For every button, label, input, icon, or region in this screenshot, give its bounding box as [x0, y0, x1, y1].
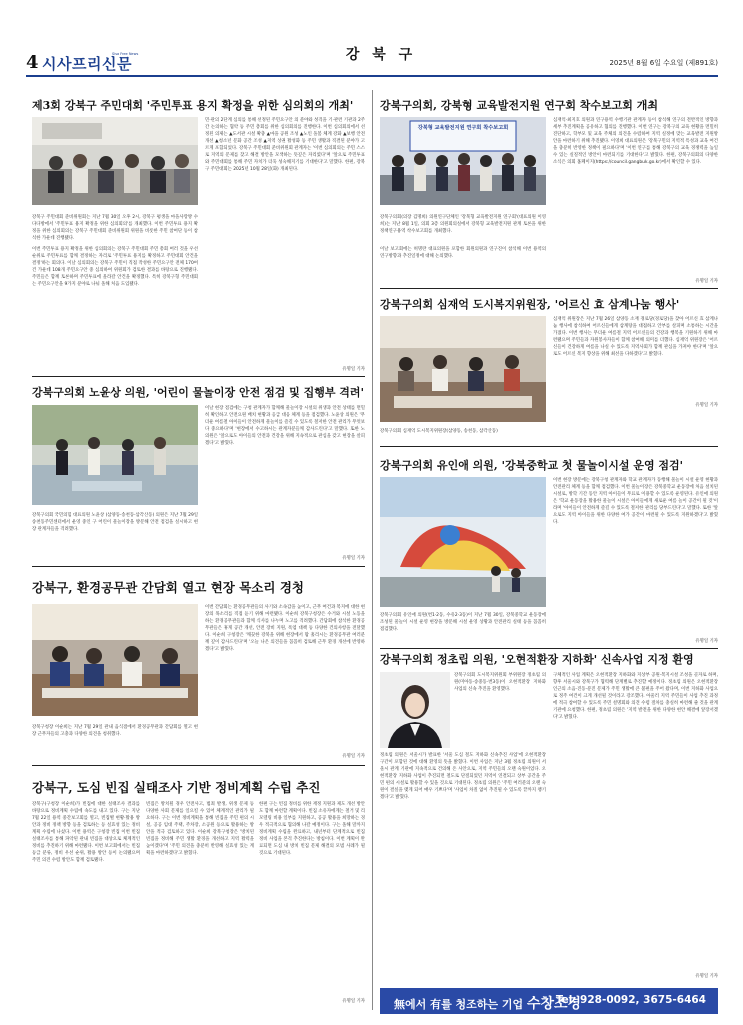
article-2-body-left: 이날 보고회에는 허명란 대표의원을 포함한 회원의원과 연구진이 참석해 이번 용역의 연구방향과 추진일정에 대해 논의했다.: [380, 247, 546, 259]
article-1-headline: 제3회 강북구 주민대회 '주민투표 용지 확정을 위한 심의회의 개최': [32, 99, 354, 112]
article-6-byline: 유명일 기자: [342, 754, 365, 759]
page-number: 4: [26, 52, 39, 73]
ad-slogan-text: 無에서 有를 청조하는 기업: [394, 998, 524, 1011]
article-4-divider: [32, 566, 365, 567]
article-5-headline: 강북구의회 유인애 의원, '강북중학교 첫 물놀이시설 운영 점검': [380, 459, 684, 472]
article-7-body-right: 구체적인 사업 계획은 오현적환장 지하화와 지상부 공원·복지시설 조성을 골자로 하며, 향후 서울시와 강북구가 협력해 단계별로 추진할 예정이다. 정초립 의원은 오현적환장 인근의 소음·진동·분진 문제가 주민 생활에 큰 불편을 주어 왔다며, 이번 지하화 사업으로 정주 여건이 크게 개선될 것이라고 강조했다. 아울러 지역 주민들이 사업 추진 과정에 적극 참여할 수 있도록 주민 설명회와 의견 수렴 절차를 충실히 마련해 줄 것을 관계 기관에 요청했다. 한편, 정초립 의원은 '지역 발전을 위한 다양한 현안 해결에 앞장서겠다'고 밝혔다.: [553, 673, 718, 720]
article-6-headline: 강북구, 환경공무관 간담회 열고 현장 목소리 경청: [32, 580, 304, 595]
article-3-caption: 강북구의회 심재억 도시복지위원장(삼양동, 송천동, 삼각산동): [380, 429, 498, 434]
newspaper-logo: 시사프리신문: [42, 55, 132, 73]
article-3-photo: [380, 316, 546, 422]
article-2-byline: 유명일 기자: [695, 279, 718, 284]
article-1-body-right: 민·관의 2단계 심의를 통해 선정된 주민요구안 의 분야와 성격을 기·관련 기관과 2주간 논의하는 협약 등 주민 총회를 위한 심의회의를 진행한다. 이번 심의회의에서 선정된 의제는 ▲도서관 시설 확충 ▲마을 공원 조성 ▲노인 돌봄 체계 강화 ▲보행 안전 개선 ▲청소년 문화 공간 조성 ▲지역 상권 활성화 등 주민 생활과 직결된 분야가 고르게 포함되었다. 강북구 주민대회 준비위원회 관계자는 '이번 심의회의는 주민 스스로 지역의 문제를 찾고 해결 방안을 모색하는 뜻깊은 자리였다'며 '앞으로 주민투표와 주민대회를 통해 주민 자치가 더욱 성숙해지기를 기대한다'고 말했다. 한편, 강북구 주민대회는 2025년 10월 28일(화) 개최된다.: [205, 118, 365, 172]
article-1-byline: 유명일 기자: [342, 367, 365, 372]
ad-slogan: [394, 993, 581, 1013]
article-1-caption: 강북구 주민대회 준비위원회는 지난 7월 30일 오후 2시, 강북구 평생을 마을사랑방 수다다방에서 '주민투표 용지 확정을 위한 심의회의'를 개최했다. 이번 주민투표 용지 확정을 위한 심의회의는 강북구 주민대회 준비위원회 위원을 비롯한 주민 참여단 등이 참석한 가운데 진행됐다.: [32, 215, 198, 241]
article-6-divider: [32, 765, 365, 766]
column-divider: [372, 90, 373, 1010]
article-4-caption: 강북구의회 국민의힘 대표의원 노윤상 (삼양동·송천동·삼각산동) 의원은 지난 7월 29일 송천동주민센터에서 운영 중인 구 어린이 물놀이장을 방문해 안전 점검을 실시하고 현장 관계자들을 격려했다.: [32, 513, 198, 532]
header-rule: [26, 75, 718, 77]
article-8-body-mid: 빈집은 방치될 경우 안전사고, 범죄 발생, 위생 문제 등 다양한 사회 문제를 일으킬 수 있어 체계적인 관리가 필요하다. 구는 이번 정비계획을 통해 빈집을 주민 편의 시설, 공공 임대 주택, 주차장, 소공원 등으로 활용하는 방안을 적극 검토하고 있다. 이순희 강북구청장은 '방치된 빈집을 정비해 주민 생활 환경을 개선하고 지역 활력을 높이겠다'며 '주민 의견을 충분히 반영해 실효성 있는 계획을 마련하겠다'고 밝혔다.: [146, 802, 254, 856]
article-1-photo: [32, 117, 198, 205]
article-8-byline: 유명일 기자: [342, 999, 365, 1004]
article-3-body: 심재억 위원장은 지난 7월 26일 삼양동 소재 경로당(경로당)을 찾아 어르신 효 삼계나눔 행사에 참석하여 어르신들에게 삼계탕을 대접하고 안부를 살피며 소통하는 시간을 가졌다. 이번 행사는 무더운 여름철 지역 어르신들의 건강과 행복을 기원하기 위해 마련됐으며 주민들과 자원봉사자들이 함께 참여해 의미를 더했다. 심재억 위원장은 '어르신들이 건강하게 여름을 나실 수 있도록 지역사회가 함께 관심을 가져야 한다'며 '앞으로도 어르신 복지 향상을 위해 최선을 다하겠다'고 밝혔다.: [553, 317, 718, 357]
article-2-banner-text: 강북형 교육발전지원 연구회 착수보고회: [417, 125, 509, 131]
article-4-headline: 강북구의회 노윤상 의원, '어린이 물놀이장 안전 점검 및 집행부 격려': [32, 386, 364, 399]
article-7-body-left: 정초립 의원은 서울시가 발표한 '서울 도심 철도 지하화 신속추진 사업'에 오현적환장 구간이 포함된 것에 대해 환영의 뜻을 밝혔다. 이번 사업은 지난 3월 정초립 의원이 서울시 관계 기관에 지속적으로 건의해 온 사안으로, 지역 주민들의 오랜 숙원이었다. 오현적환장 지하화 사업이 추진되면 철도로 단절되었던 지역이 연결되고 상부 공간을 주민 편의 시설로 활용할 수 있을 것으로 기대된다. 정초립 의원은 '주민 여러분의 오랜 숙원이 결실을 맺게 되어 매우 기쁘다'며 '사업이 차질 없이 추진될 수 있도록 끝까지 챙기겠다'고 밝혔다.: [380, 753, 546, 800]
ad-telephone: Tel. 928-0092, 3675-6464: [555, 994, 706, 1006]
article-7-photo: [380, 672, 450, 748]
article-2-divider: [380, 288, 718, 289]
article-4-body: 이날 현장 점검에는 구청 관계자가 함께해 물놀이장 시설의 위생과 안전 상태를 면밀히 확인하고 안전요원 배치 현황과 응급 대응 체계 등을 점검했다. 노윤상 의원은 '무더운 여름철 아이들이 안전하게 물놀이를 즐길 수 있도록 철저한 안전 관리가 무엇보다 중요하다'며 '현장에서 수고하시는 관계자분들께 감사드린다'고 말했다. 또한 노 의원은 '앞으로도 아이들의 안전과 건강을 위해 지속적으로 관심을 갖고 현장을 살피겠다'고 밝혔다.: [205, 406, 365, 446]
article-7-headline: 강북구의회 정초립 의원, '오현적환장 지하화' 신속사업 지정 환영: [380, 653, 694, 666]
article-1-divider: [32, 376, 365, 377]
newspaper-logo-sub: Sisa Free News: [112, 52, 139, 56]
article-5-photo: [380, 477, 546, 607]
article-3-divider: [380, 446, 718, 447]
article-2-headline: 강북구의회, 강북형 교육발전지원 연구회 착수보고회 개최: [380, 99, 658, 112]
article-5-divider: [380, 648, 718, 649]
article-3-byline: 유명일 기자: [695, 403, 718, 408]
ad-company: 수창조경: [526, 996, 582, 1012]
article-4-byline: 유명일 기자: [342, 556, 365, 561]
article-4-photo: [32, 405, 198, 505]
article-8-headline: 강북구, 도심 빈집 실태조사 기반 정비계획 수립 추진: [32, 780, 321, 795]
issue-info: 2025년 8월 6일 수요일 (제891호): [609, 59, 718, 67]
article-6-caption: 강북구청장 이순희는 지난 7월 29일 관내 음식점에서 환경공무관과 간담회를 열고 현장 근무자들의 고충과 다양한 의견을 청취했다.: [32, 725, 198, 737]
article-2-caption: 강북구의회(의장 김명희) 의원연구단체인 '강북형 교육발전지원 연구회'(대표의원 이영희)는 지난 8월 1일, 의회 3층 의원회의실에서 강북형 교육발전지원 관계 토론을 위한 정책연구용역 착수보고회를 개최했다.: [380, 215, 546, 234]
article-8-body-right: 한편 구는 빈집 정비를 위한 재정 지원과 제도 개선 방안도 함께 마련할 계획이다. 빈집 소유자에게는 철거 및 리모델링 비용 일부를 지원하고, 공공 활용을 희망하는 경우 적극적으로 협의해 나갈 예정이다. 구는 올해 말까지 정비계획 수립을 완료하고, 내년부터 단계적으로 빈집 정비 사업을 본격 추진한다는 방침이다. 이번 계획이 완료되면 도심 내 방치 빈집 문제 해결의 모범 사례가 될 것으로 기대된다.: [259, 802, 365, 856]
advertisement-banner: [380, 988, 718, 1014]
section-title: 강 북 구: [345, 47, 417, 63]
article-5-byline: 유명일 기자: [695, 639, 718, 644]
article-2-body-right: 심재억·최지호 의원과 연구용역 수행기관 관계자 등이 참석해 연구의 전반적인 방향과 세부 추진계획을 공유하고 협의를 진행했다. 이번 연구는 강북구의 교육 현황을 면밀히 진단하고, 학부모 및 교육 주체의 의견을 수렴하여 지역 실정에 맞는 교육발전 지원방안을 마련하기 위해 추진됐다. 이영희 대표의원은 '강북구민의 지역적 특성과 교육 여건을 충분히 반영한 정책이 필요하다'며 '이번 연구를 통해 강북구의 교육 경쟁력을 높일 수 있는 실질적인 방안이 마련되기를 기대한다'고 밝혔다. 한편, 강북구의회의 다양한 소식은 의회 홈페이지(https://council.gangbuk.go.kr)에서 확인할 수 있다.: [553, 118, 718, 165]
article-5-caption: 강북구의회 유인애 의원(번1·2동, 수유2·3동)이 지난 7월 30일, 강북중학교 운동장에 조성된 물놀이 시설 운영 현장을 방문해 시설 운영 상황과 안전관리 실태 등을 꼼꼼히 점검했다.: [380, 613, 546, 632]
article-3-headline: 강북구의회 심재억 도시복지위원장, '어르신 효 삼계나눔 행사': [380, 298, 680, 311]
article-8-body-left: 강북구(구청장 이순희)가 빈집에 대한 실태조사 결과를 바탕으로 정비계획 수립에 속도를 내고 있다. 구는 지난 7월 22일 용역 중간보고회를 열고, 빈집별 현황·활용 방안과 정비 정책 방향 등을 검토하는 등 실효성 있는 정비계획 수립에 나섰다. 이번 용역은 구청장 빈집 이번 빈집 실태조사를 통해 파악된 관내 빈집을 대상으로 체계적인 정비를 추진하기 위해 마련됐다. 이번 보고회에서는 빈집 등급 분류, 정비 우선 순위, 활용 방안 등이 논의됐으며 주민 의견 수렴 방안도 함께 검토됐다.: [32, 802, 140, 863]
article-7-caption: 강북구의회 도시복지위원회 부위원장 정초립 의원(미아동·송중동·번3동)이 오현적환장 지하화 사업의 신속 추진을 환영했다.: [454, 673, 546, 692]
article-5-body: 이번 현장 방문에는 강북구청 관계자와 학교 관계자가 동행해 물놀이 시설 운영 현황과 안전관리 체계 등을 함께 점검했다. 이번 물놀이장은 강북중학교 운동장에 처음 설치된 시설로, 방학 기간 동안 지역 아이들이 무료로 이용할 수 있도록 운영된다. 유인애 의원은 '학교 운동장을 활용한 물놀이 시설은 아이들에게 새로운 여름 놀이 공간이 될 것'이라며 '아이들이 안전하게 즐길 수 있도록 철저한 관리를 당부드린다'고 말했다. 또한 '앞으로도 지역 아이들을 위한 다양한 여가 공간이 마련될 수 있도록 지원하겠다'고 밝혔다.: [553, 478, 718, 525]
article-6-photo: [32, 604, 198, 716]
article-7-byline: 유명일 기자: [695, 974, 718, 979]
article-6-body: 이번 간담회는 환경공무관들의 사기와 소속감을 높이고, 근무 여건과 복지에 대한 현장의 목소리를 직접 듣기 위해 마련됐다. 이순희 강북구청장은 수거와 시설 노동을 하는 환경공무관들과 함께 식사를 나누며 노고를 격려했다. 간담회에 참석한 환경공무관들은 휴게 공간 개선, 안전 장비 지원, 폭염 대책 등 다양한 건의사항을 전달했다. 이순희 구청장은 '깨끗한 강북을 위해 현장에서 땀 흘리시는 환경공무관 여러분께 깊이 감사드린다'며 '오늘 나온 의견들을 꼼꼼히 검토해 근무 환경 개선에 반영하겠다'고 밝혔다.: [205, 605, 365, 652]
article-1-body-left: 이번 주민투표 용지 확정을 위한 심의회의는 강북구 주민대회 주민 총회 여러 것을 우선 순위로 주민투표를 함께 결정하는 자리로 '주민투표 용지를 확정하고 주민대회 안건을 결정'하는 회의다. 이날 심의회의는 강북구 주민이 직접 작성한 주민요구안 전체 170여 건 가운데 108개 주민요구안 중 심의하여 위원회가 검토한 결과를 바탕으로 진행됐다. 주민들은 함께 토론하며 주민투표에 올라갈 안건을 확정했다. 특히 강북구형 주민대회는 주민요구안을 9가지 분야로 나눠 올해 처음 도입됐다.: [32, 247, 198, 287]
